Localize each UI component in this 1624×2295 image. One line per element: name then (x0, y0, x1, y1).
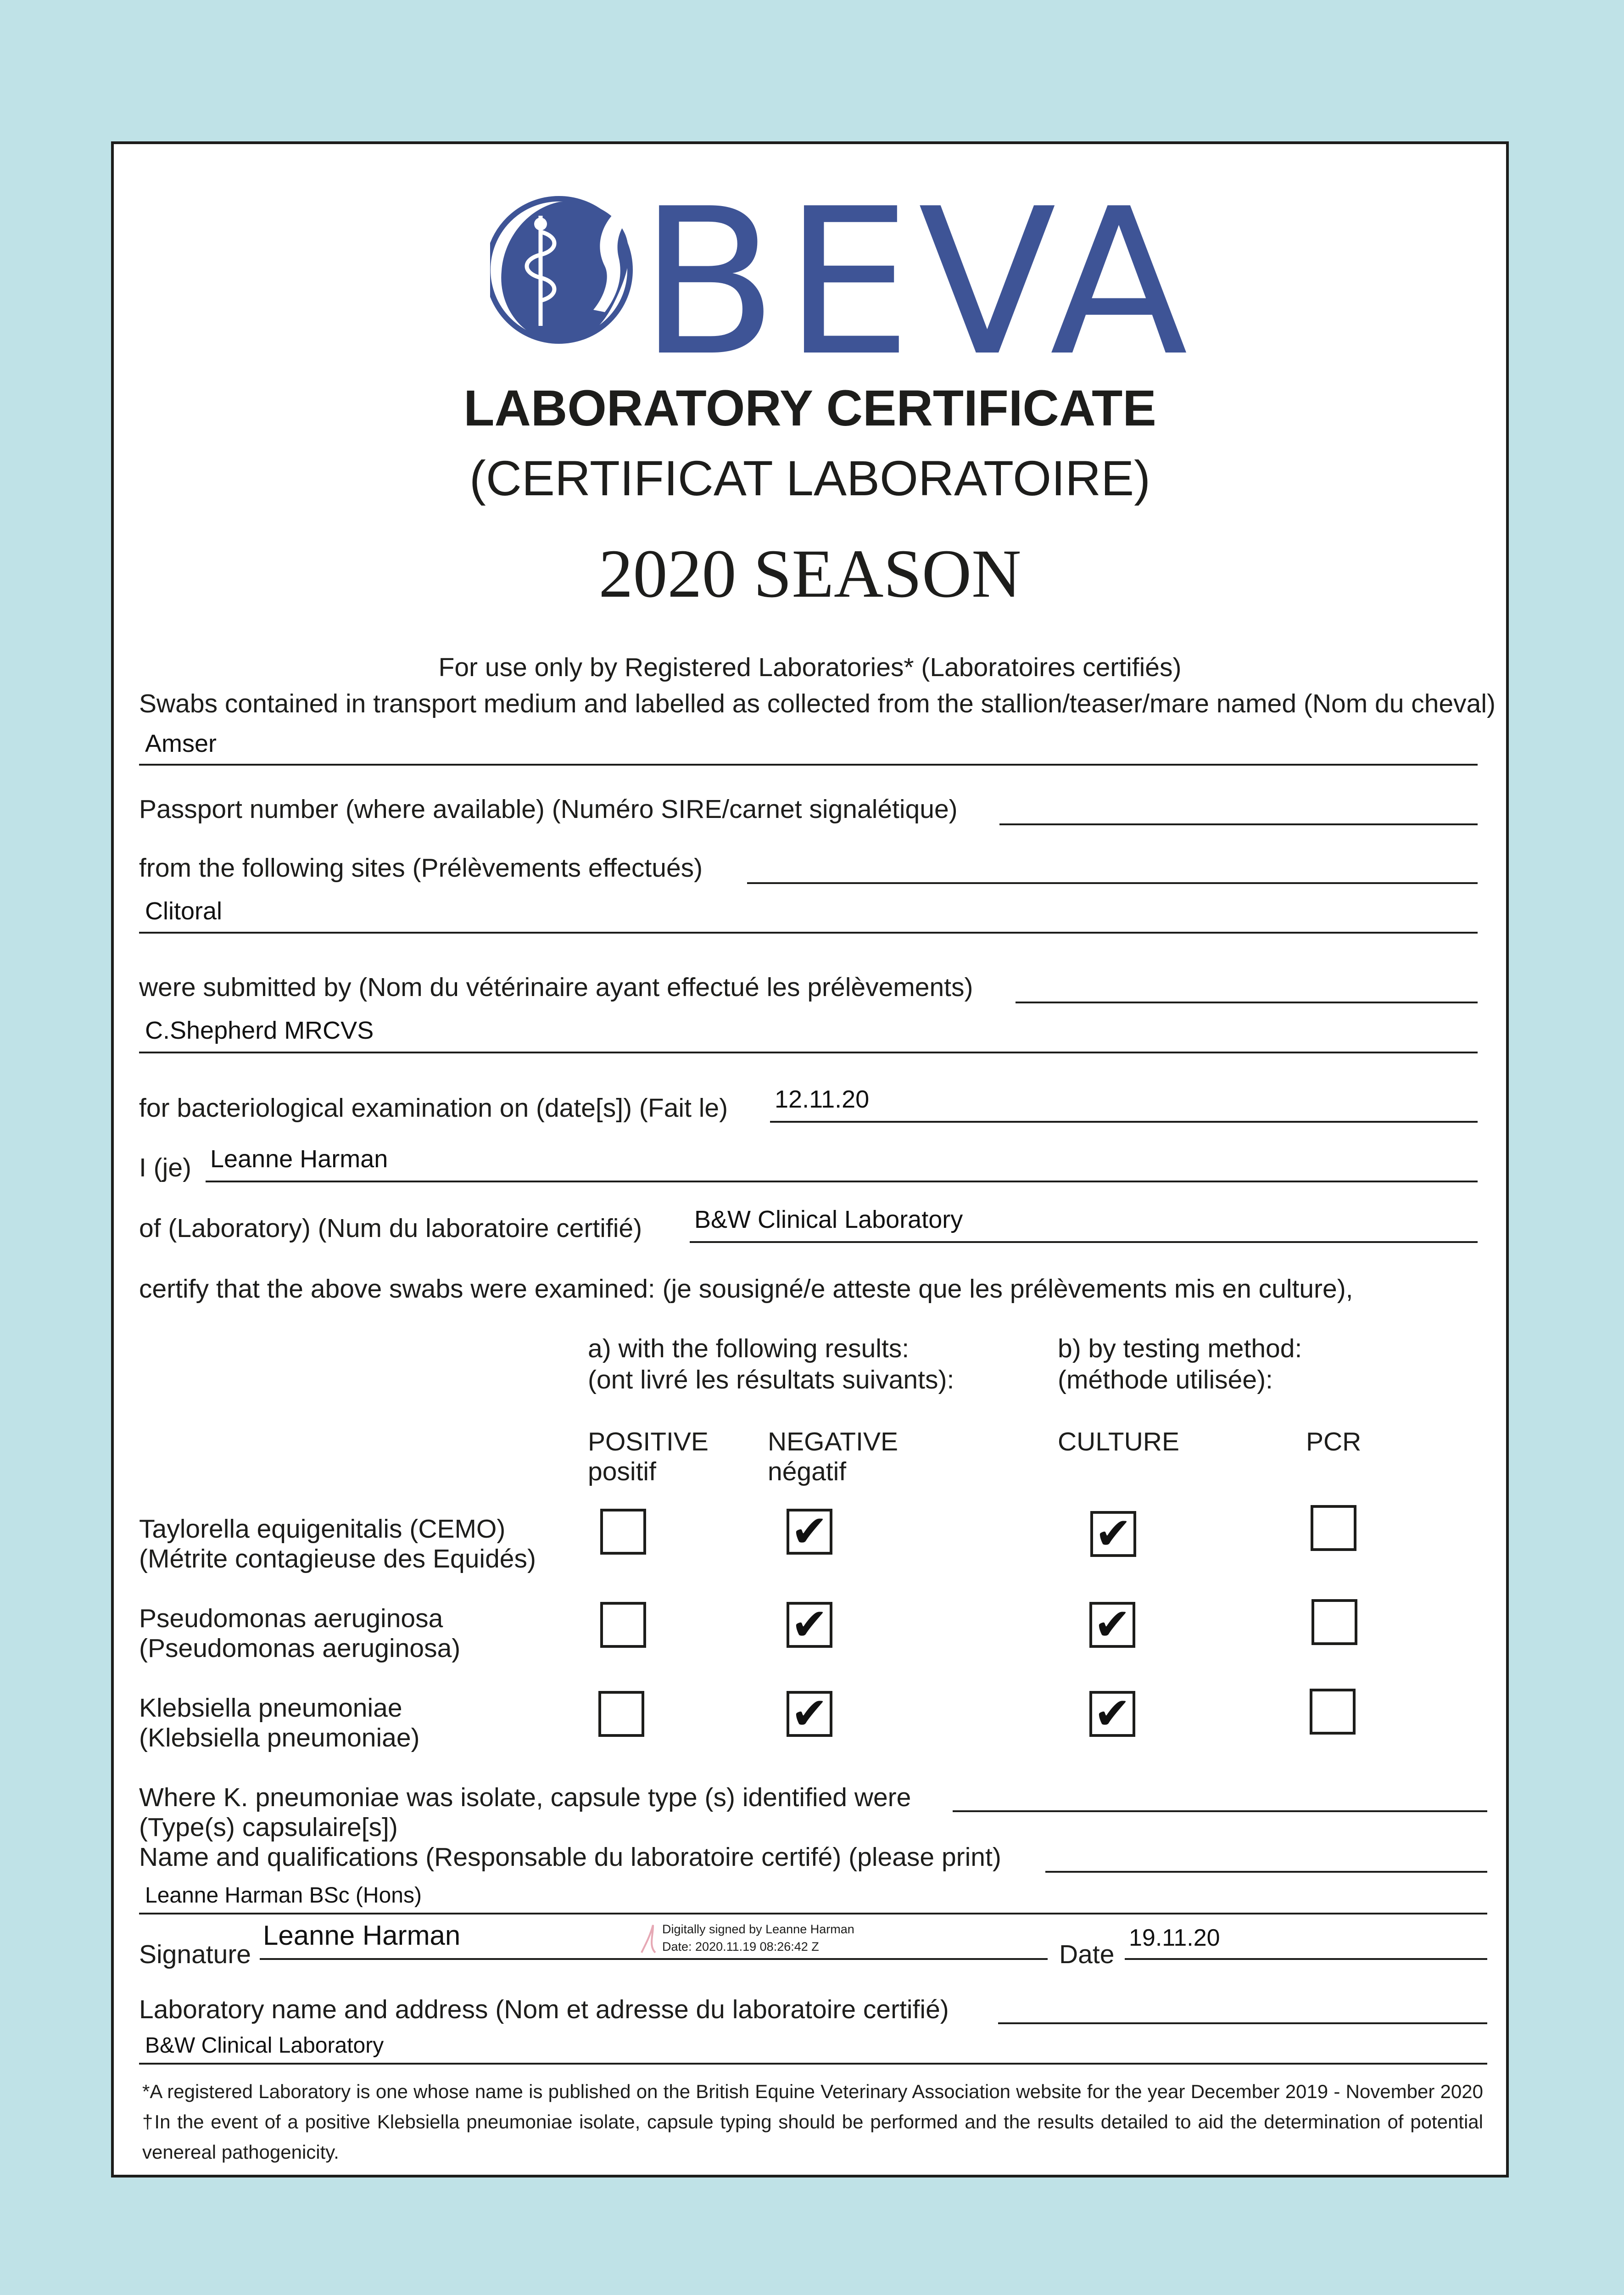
date-line (1125, 1958, 1487, 1960)
signature-date-value[interactable]: 19.11.20 (1129, 1925, 1220, 1951)
culture-checkbox[interactable] (1090, 1508, 1136, 1559)
culture-checkbox[interactable] (1089, 1599, 1135, 1650)
negative-checkbox[interactable] (787, 1688, 832, 1739)
negative-checkbox[interactable] (787, 1506, 832, 1557)
capsule-label: Where K. pneumoniae was isolate, capsule type (s) identified were (139, 1783, 911, 1812)
passport-line[interactable] (999, 823, 1478, 825)
negative-checkbox[interactable] (787, 1599, 832, 1650)
digital-signature-mark (637, 1920, 660, 1957)
qualifications-label: Name and qualifications (Responsable du laboratoire certifé) (please print) (139, 1842, 1001, 1872)
method-header-fr: (méthode utilisée): (1058, 1365, 1273, 1394)
i-je-value[interactable]: Leanne Harman (210, 1145, 388, 1173)
qualifications-value[interactable]: Leanne Harman BSc (Hons) (145, 1883, 422, 1908)
horse-name-line (139, 764, 1478, 766)
sites-value-line (139, 932, 1478, 934)
check-mark-icon: ✔ (791, 1506, 828, 1557)
organism-name-fr: (Pseudomonas aeruginosa) (139, 1634, 461, 1663)
sites-value[interactable]: Clitoral (145, 897, 223, 925)
organism-name: Taylorella equigenitalis (CEMO) (139, 1514, 506, 1544)
organism-name: Klebsiella pneumoniae (139, 1693, 402, 1723)
horse-head-caduceus-icon (490, 188, 642, 344)
capsule-line[interactable] (953, 1810, 1487, 1812)
signature-line (260, 1958, 1048, 1960)
horse-name-value[interactable]: Amser (145, 730, 217, 757)
signature-label: Signature (139, 1940, 251, 1969)
exam-date-value[interactable]: 12.11.20 (775, 1086, 870, 1113)
submitted-label: were submitted by (Nom du vétérinaire ayant effectué les prélèvements) (139, 973, 973, 1002)
check-mark-icon: ✔ (1094, 1599, 1131, 1650)
pcr-checkbox[interactable] (1311, 1599, 1357, 1645)
digital-signature-date: Date: 2020.11.19 08:26:42 Z (662, 1940, 819, 1954)
positive-checkbox[interactable] (600, 1602, 646, 1648)
certificate-subtitle: (CERTIFICAT LABORATOIRE) (469, 450, 1151, 506)
laboratory-line (690, 1241, 1478, 1243)
lab-address-line (998, 2022, 1487, 2024)
results-header-fr: (ont livré les résultats suivants): (588, 1365, 954, 1394)
pcr-col-header: PCR (1306, 1427, 1362, 1456)
signature-value[interactable]: Leanne Harman (263, 1920, 461, 1951)
sites-label: from the following sites (Prélèvements effectués) (139, 853, 703, 883)
submitted-value-line (139, 1052, 1478, 1053)
sites-line (747, 882, 1478, 884)
qualifications-line (1045, 1871, 1487, 1873)
passport-label: Passport number (where available) (Numéro SIRE/carnet signalétique) (139, 795, 958, 824)
submitted-line (1016, 1002, 1478, 1003)
season-label: 2020 SEASON (598, 536, 1021, 612)
lab-address-label: Laboratory name and address (Nom et adresse du laboratoire certifié) (139, 1995, 949, 2024)
laboratory-value[interactable]: B&W Clinical Laboratory (694, 1206, 963, 1233)
laboratory-label: of (Laboratory) (Num du laboratoire certifié) (139, 1214, 642, 1243)
method-header: b) by testing method: (1058, 1334, 1302, 1363)
logo-wordmark: BEVA (639, 165, 1194, 400)
check-mark-icon: ✔ (791, 1599, 828, 1650)
organism-name-fr: (Klebsiella pneumoniae) (139, 1723, 420, 1752)
certificate-page (111, 141, 1509, 2177)
organism-name: Pseudomonas aeruginosa (139, 1604, 443, 1633)
check-mark-icon: ✔ (791, 1688, 828, 1739)
exam-date-label: for bacteriological examination on (date[s]) (Fait le) (139, 1093, 728, 1123)
culture-col-header: CULTURE (1058, 1427, 1179, 1456)
capsule-label-fr: (Type(s) capsulaire[s]) (139, 1813, 398, 1842)
swabs-label: Swabs contained in transport medium and labelled as collected from the stallion/teaser/mare named (Nom du cheval) (139, 689, 1496, 718)
exam-date-line (770, 1121, 1478, 1123)
positive-col-header: POSITIVE (588, 1427, 709, 1456)
lab-address-value[interactable]: B&W Clinical Laboratory (145, 2033, 384, 2058)
i-je-label: I (je) (139, 1153, 191, 1182)
culture-checkbox[interactable] (1089, 1688, 1135, 1739)
organism-name-fr: (Métrite contagieuse des Equidés) (139, 1544, 536, 1573)
submitted-value[interactable]: C.Shepherd MRCVS (145, 1017, 374, 1044)
positive-col-header-fr: positif (588, 1457, 656, 1486)
negative-col-header-fr: négatif (768, 1457, 847, 1486)
certify-statement: certify that the above swabs were examined: (je sousigné/e atteste que les prélèvements mis en culture), (139, 1274, 1353, 1304)
negative-col-header: NEGATIVE (768, 1427, 898, 1456)
positive-checkbox[interactable] (598, 1691, 644, 1737)
digital-signature-name: Digitally signed by Leanne Harman (662, 1922, 854, 1936)
certificate-title: LABORATORY CERTIFICATE (463, 380, 1156, 437)
results-header: a) with the following results: (588, 1334, 910, 1363)
positive-checkbox[interactable] (600, 1509, 646, 1555)
qualifications-value-line (139, 1913, 1487, 1914)
i-je-line (206, 1181, 1478, 1182)
check-mark-icon: ✔ (1094, 1508, 1132, 1559)
date-label: Date (1059, 1940, 1115, 1969)
pcr-checkbox[interactable] (1310, 1689, 1356, 1735)
lab-address-value-line (139, 2063, 1487, 2065)
footnote: *A registered Laboratory is one whose name is published on the British Equine Veterinary Association website for the year December 2019 - November 2020 †In the event of a positive Klebsiella pneumoniae isolate, capsule typing should be performed and the results detailed to aid the determination of potential venereal pathogenicity. (142, 2081, 1483, 2163)
registered-note: For use only by Registered Laboratories* (Laboratoires certifiés) (438, 653, 1182, 682)
pcr-checkbox[interactable] (1311, 1505, 1356, 1551)
check-mark-icon: ✔ (1094, 1688, 1131, 1739)
